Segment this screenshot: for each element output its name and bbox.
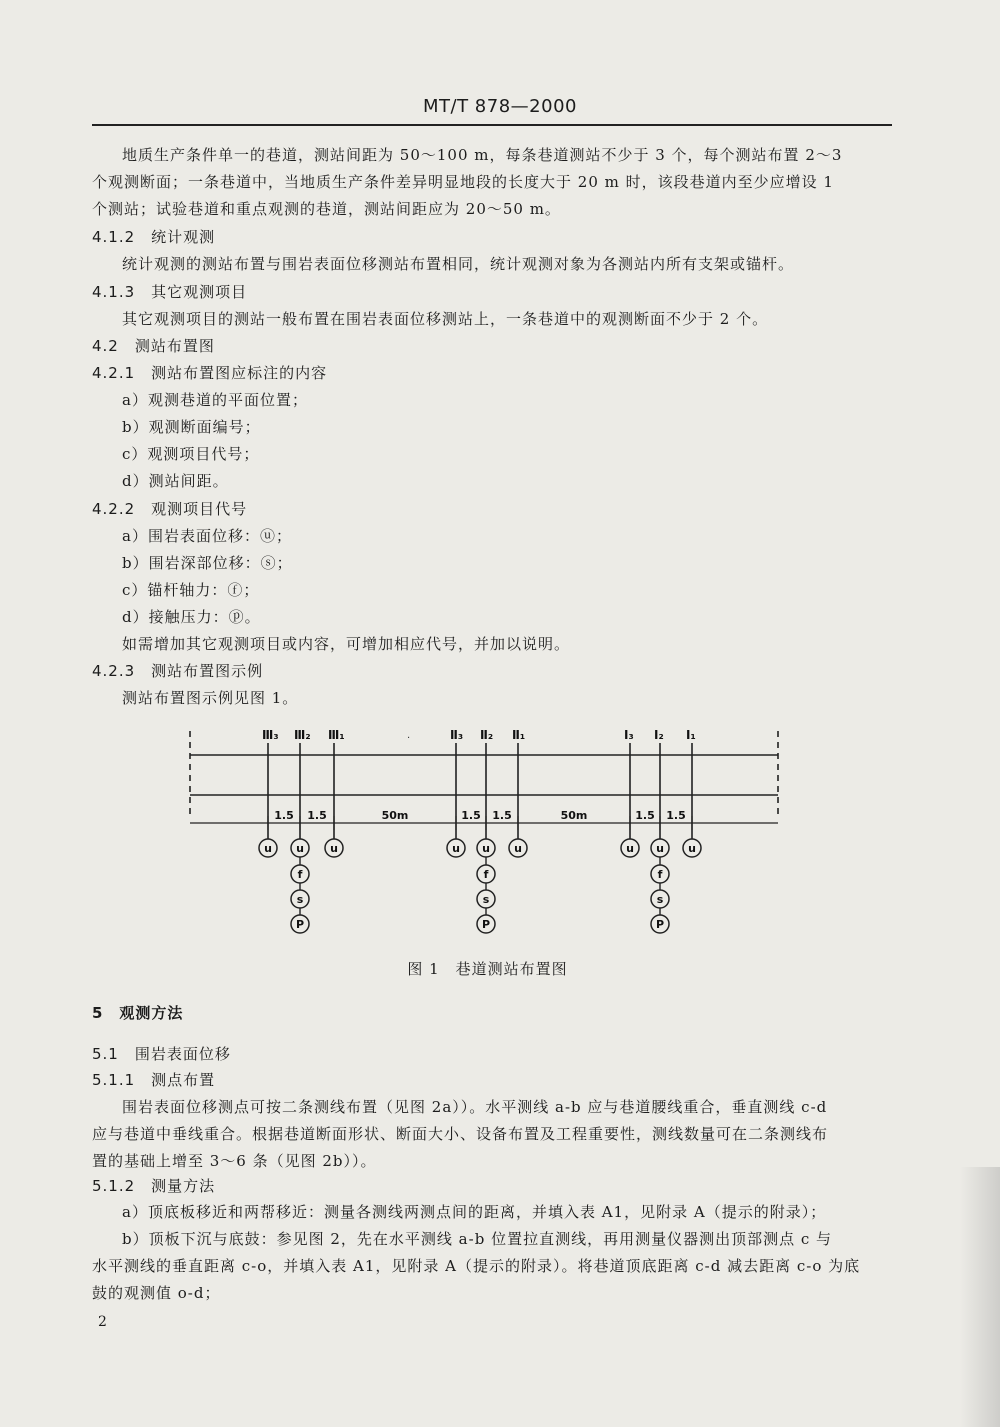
scan-shadow [960,1167,1000,1427]
code-s-circle [291,890,309,908]
code-f-circle [291,865,309,883]
svg-text:u: u [296,842,304,855]
svg-text:u: u [264,842,272,855]
section-heading: 5.1.1 测点布置 [92,1071,216,1089]
code-p-circle [651,915,669,933]
para-line: 水平测线的垂直距离 c-o，并填入表 A1，见附录 A（提示的附录）。将巷道顶底距离 c-d 减去距离 c-o 为底 [92,1257,861,1275]
list-item: b）观测断面编号； [122,418,261,436]
para-line: 其它观测项目的测站一般布置在围岩表面位移测站上，一条巷道中的观测断面不少于 2 个。 [122,310,769,328]
code-u-circle [651,839,669,857]
code-u-circle [477,839,495,857]
station-label: Ⅰ₃ [624,728,634,742]
dimension-label: 50m [560,809,588,822]
figure-caption: 图 1 巷道测站布置图 [407,960,568,978]
svg-text:s: s [656,893,664,906]
station-label: Ⅱ₁ [512,728,526,742]
dimension-label: 1.5 [307,809,327,822]
dimension-label: 1.5 [274,809,294,822]
dimension-label: 1.5 [492,809,512,822]
section-heading: 4.2.3 测站布置图示例 [92,662,264,680]
list-item: a）观测巷道的平面位置； [122,391,308,409]
code-u-circle [259,839,277,857]
page-number: 2 [98,1314,107,1330]
section-heading: 4.1.2 统计观测 [92,228,216,246]
dimension-label: 1.5 [666,809,686,822]
station-label: Ⅱ₂ [480,728,494,742]
list-item: b）围岩深部位移：ⓢ； [122,554,293,572]
code-p-circle [477,915,495,933]
list-item: a）围岩表面位移：ⓤ； [122,527,292,545]
document-header: MT/T 878—2000 [423,96,577,117]
svg-text:u: u [656,842,664,855]
section-heading: 5.1 围岩表面位移 [92,1045,231,1063]
station-label: Ⅲ₁ [328,728,345,742]
code-s-circle [651,890,669,908]
station-label: Ⅰ₁ [686,728,696,742]
code-f-circle [477,865,495,883]
code-f-circle [651,865,669,883]
para-line: 置的基础上增至 3～6 条（见图 2b））。 [92,1152,377,1170]
para-line: 如需增加其它观测项目或内容，可增加相应代号，并加以说明。 [122,635,571,653]
code-p-circle [291,915,309,933]
svg-text:s: s [482,893,490,906]
svg-text:f: f [483,868,489,881]
dimension-label: 50m [381,809,409,822]
svg-text:f: f [657,868,663,881]
section-heading: 4.2.1 测站布置图应标注的内容 [92,364,328,382]
para-line: 地质生产条件单一的巷道，测站间距为 50～100 m，每条巷道测站不少于 3 个，每个测站布置 2～3 [122,146,843,164]
code-u-circle [683,839,701,857]
code-u-circle [291,839,309,857]
code-u-circle [621,839,639,857]
code-u-circle [325,839,343,857]
station-label: Ⅰ₂ [654,728,664,742]
svg-text:u: u [514,842,522,855]
list-item: c）观测项目代号； [122,445,260,463]
list-item: d）测站间距。 [122,472,229,490]
section-heading: 4.2 测站布置图 [92,337,215,355]
para-line: 测站布置图示例见图 1。 [122,689,299,707]
para-line: 鼓的观测值 o-d； [92,1284,221,1302]
station-layout-figure [180,715,790,945]
svg-text:u: u [688,842,696,855]
svg-text:P: P [655,918,665,931]
station-label: Ⅱ₃ [450,728,464,742]
svg-text:s: s [296,893,304,906]
dimension-label: 1.5 [635,809,655,822]
para-line: 个测站；试验巷道和重点观测的巷道，测站间距应为 20～50 m。 [92,200,561,218]
dimension-label: 1.5 [461,809,481,822]
section-heading: 4.2.2 观测项目代号 [92,500,248,518]
svg-text:u: u [626,842,634,855]
para-line: 应与巷道中垂线重合。根据巷道断面形状、断面大小、设备布置及工程重要性，测线数量可在二条测线布 [92,1125,829,1143]
para-line: 统计观测的测站布置与围岩表面位移测站布置相同，统计观测对象为各测站内所有支架或锚杆。 [122,255,795,273]
station-label: Ⅲ₂ [294,728,311,742]
code-u-circle [509,839,527,857]
list-item: c）锚杆轴力：ⓕ； [122,581,260,599]
svg-text:f: f [297,868,303,881]
section-title: 5 观测方法 [92,1004,184,1022]
header-rule [92,124,892,126]
code-s-circle [477,890,495,908]
para-line: 个观测断面；一条巷道中，当地质生产条件差异明显地段的长度大于 20 m 时，该段巷道内至少应增设 1 [92,173,834,191]
list-item: d）接触压力：ⓟ。 [122,608,261,626]
para-line: 围岩表面位移测点可按二条测线布置（见图 2a））。水平测线 a-b 应与巷道腰线重合，垂直测线 c-d [122,1098,828,1116]
svg-text:·: · [407,733,411,744]
list-item: b）顶板下沉与底鼓：参见图 2，先在水平测线 a-b 位置拉直测线，再用测量仪器测出顶部测点 c 与 [122,1230,833,1248]
section-heading: 4.1.3 其它观测项目 [92,283,248,301]
svg-text:P: P [295,918,305,931]
svg-text:P: P [481,918,491,931]
station-label: Ⅲ₃ [262,728,279,742]
svg-text:u: u [452,842,460,855]
list-item: a）顶底板移近和两帮移近：测量各测线两测点间的距离，并填入表 A1，见附录 A（提示的附录）； [122,1203,827,1221]
svg-text:u: u [330,842,338,855]
svg-text:u: u [482,842,490,855]
code-u-circle [447,839,465,857]
section-heading: 5.1.2 测量方法 [92,1177,216,1195]
